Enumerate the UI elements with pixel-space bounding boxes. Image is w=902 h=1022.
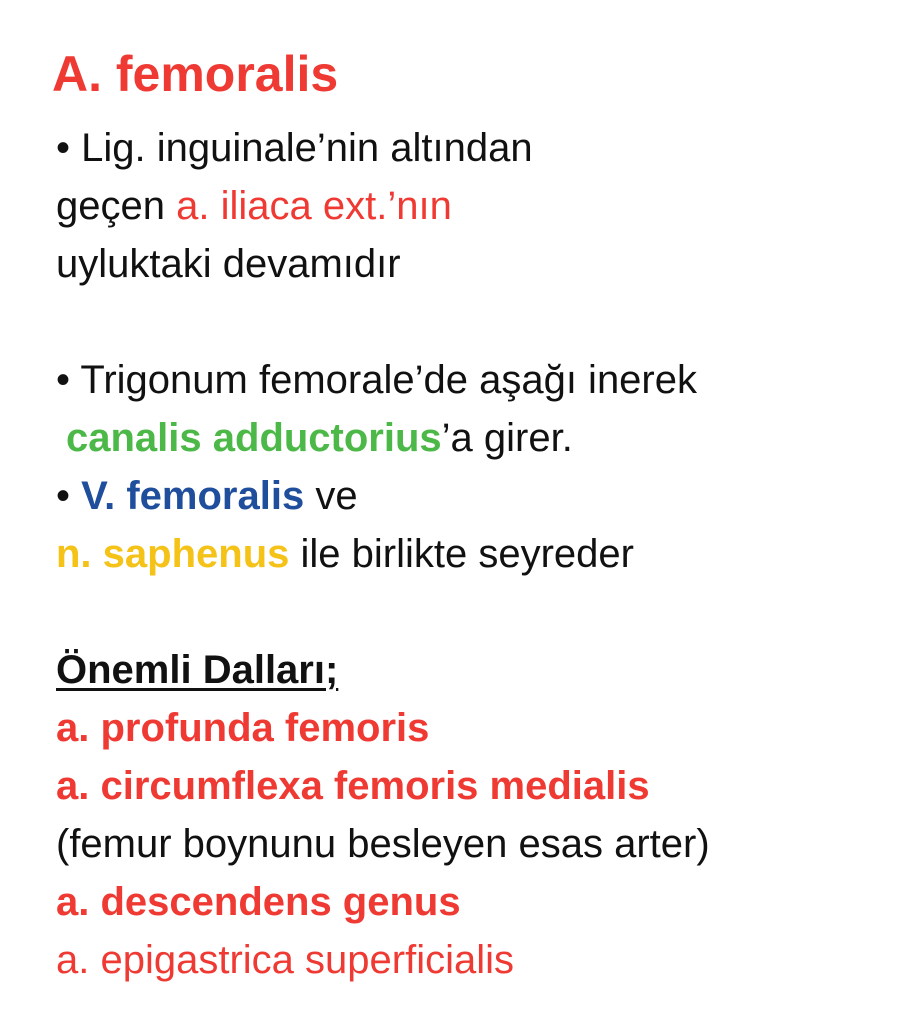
- para2-line4: [56, 530, 634, 578]
- branch-item-epigastrica-superficialis: a. epigastrica superficialis: [56, 938, 514, 982]
- para2-line3-suffix: ve: [304, 474, 358, 518]
- para1-line1: • Lig. inguinale’nin altından: [56, 126, 533, 170]
- para1-line2-prefix: geçen: [56, 184, 177, 228]
- branch-item-note: (femur boynunu besleyen esas arter): [56, 822, 710, 866]
- term-a-iliaca-ext: a. iliaca ext.’nın: [176, 184, 452, 228]
- para2-line2: [66, 414, 573, 462]
- para2-line3: [56, 472, 358, 520]
- para2-line3-bullet: •: [56, 474, 82, 518]
- branch-item-profunda-femoris: a. profunda femoris: [56, 706, 430, 750]
- para2-line4-suffix: ile birlikte seyreder: [289, 532, 634, 576]
- term-v-femoralis: V. femoralis: [81, 474, 305, 518]
- branches-heading: Önemli Dalları;: [56, 648, 339, 692]
- term-n-saphenus: n. saphenus: [56, 532, 290, 576]
- para1-line3: uyluktaki devamıdır: [56, 242, 401, 286]
- para2-line2-suffix: ’a girer.: [441, 416, 573, 460]
- term-canalis-adductorius: canalis adductorius: [66, 416, 442, 460]
- branch-item-circumflexa-femoris-medialis: a. circumflexa femoris medialis: [56, 764, 650, 808]
- branch-item-descendens-genus: a. descendens genus: [56, 880, 461, 924]
- para1-line2: [56, 182, 452, 230]
- slide-title: A. femoralis: [52, 46, 339, 102]
- para2-line1: • Trigonum femorale’de aşağı inerek: [56, 358, 697, 402]
